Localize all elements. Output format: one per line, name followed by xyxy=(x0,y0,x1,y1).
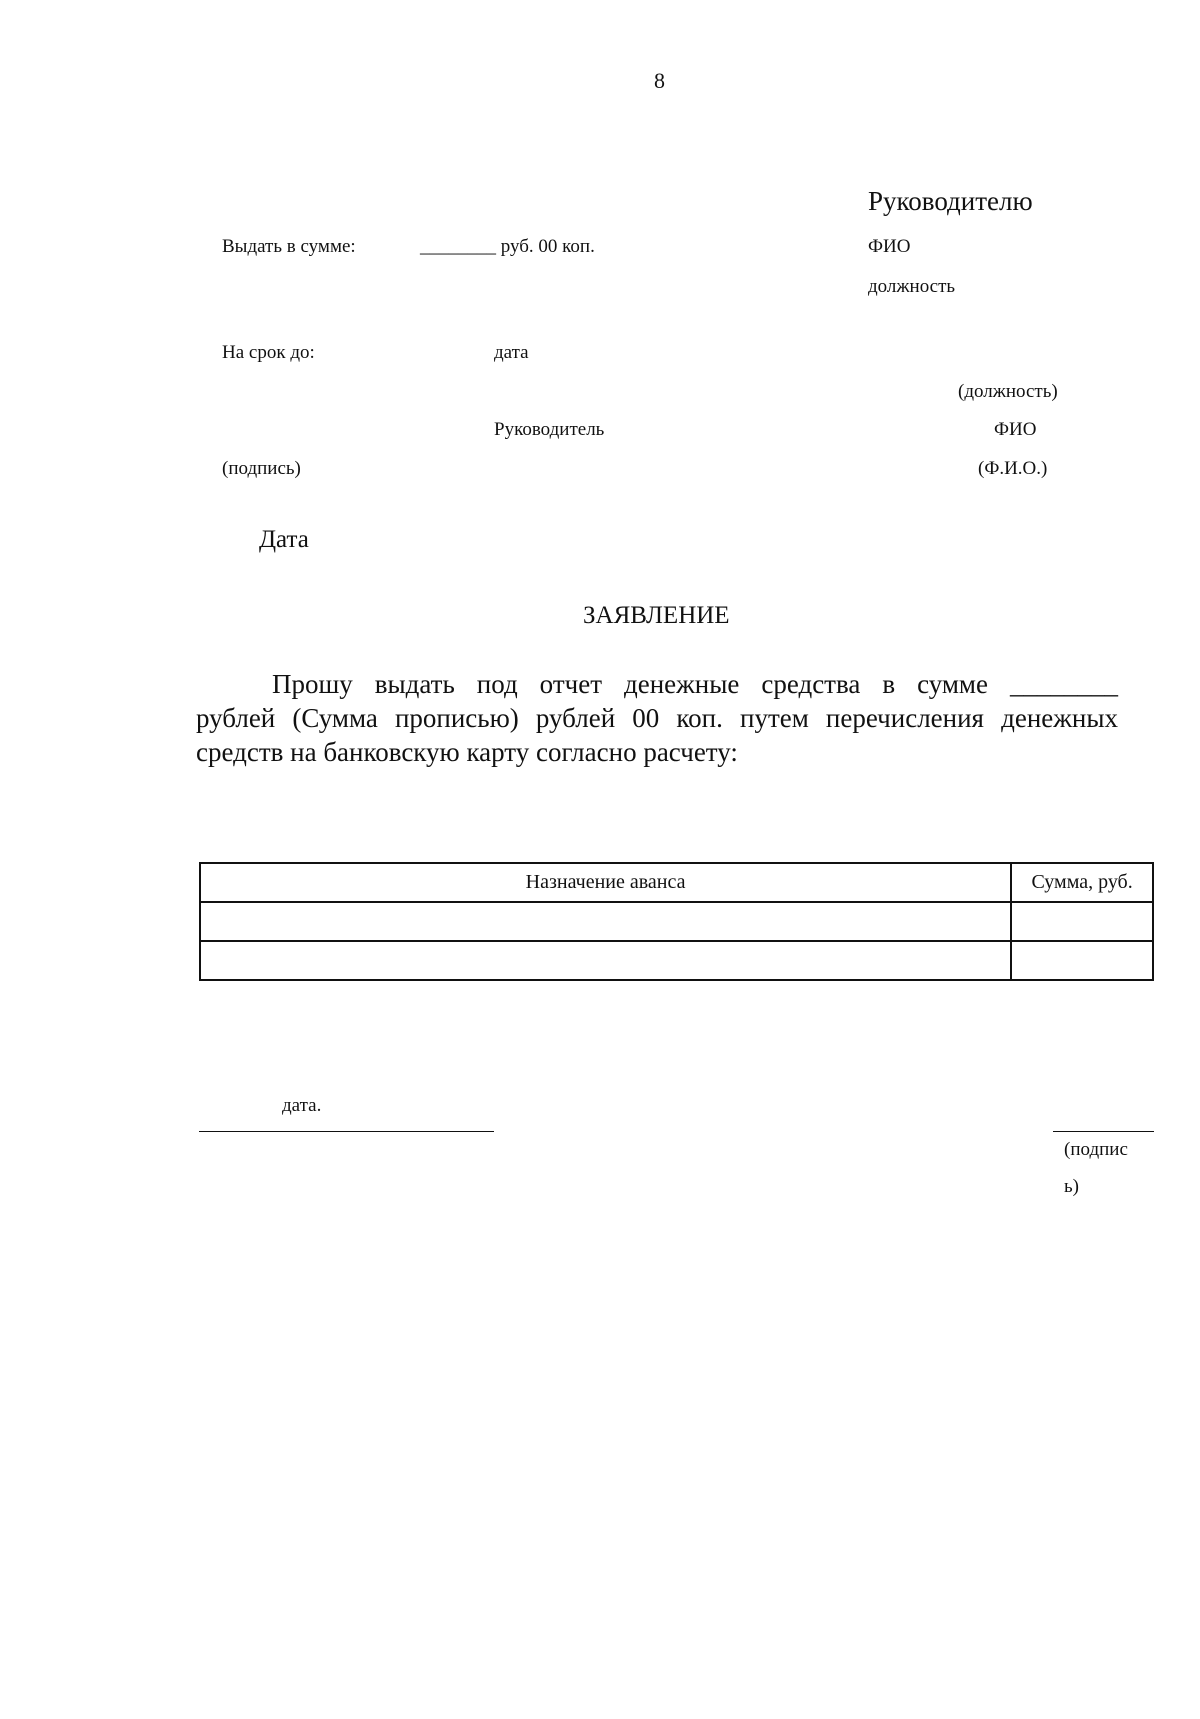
purpose-cell[interactable] xyxy=(200,902,1011,941)
footer-date-line xyxy=(199,1131,494,1132)
issue-amount xyxy=(420,236,595,258)
table-row xyxy=(200,941,1153,980)
issue-amount-suffix: руб. 00 коп. xyxy=(500,236,595,257)
advance-table xyxy=(199,862,1154,981)
amount-cell[interactable] xyxy=(1011,941,1153,980)
purpose-cell[interactable] xyxy=(200,941,1011,980)
header-amount: Сумма, руб. xyxy=(1011,863,1153,902)
statement-line-3: средств на банковскую карту согласно расчету: xyxy=(196,737,738,767)
statement-line-1: Прошу выдать под отчет денежные средства в сумме ________ xyxy=(272,669,1118,699)
approver-fio-caption: (Ф.И.О.) xyxy=(978,458,1048,479)
statement-line-2: рублей (Сумма прописью) рублей 00 коп. путем перечисления денежных xyxy=(196,703,1118,733)
statement-heading: ЗАЯВЛЕНИЕ xyxy=(583,602,730,629)
approver-signature-caption: (подпись) xyxy=(222,458,301,479)
statement-body xyxy=(196,667,1118,769)
footer-signature-caption-2: ь) xyxy=(1064,1176,1079,1197)
addressee-position: должность xyxy=(868,276,956,297)
advance-table-header xyxy=(200,863,1153,902)
footer-signature-line xyxy=(1053,1131,1154,1132)
table-row xyxy=(200,902,1153,941)
approver-role: Руководитель xyxy=(494,419,605,440)
page-number: 8 xyxy=(654,68,665,93)
issue-label: Выдать в сумме: xyxy=(222,236,356,257)
amount-cell[interactable] xyxy=(1011,902,1153,941)
approval-date-label: Дата xyxy=(259,526,309,553)
term-label: На срок до: xyxy=(222,342,315,363)
approver-position-caption: (должность) xyxy=(958,381,1058,402)
footer-signature-caption-1: (подпис xyxy=(1064,1139,1128,1160)
approver-fio: ФИО xyxy=(994,419,1037,440)
addressee-title: Руководителю xyxy=(868,186,1033,216)
term-value: дата xyxy=(494,342,529,363)
issue-amount-blank: ________ xyxy=(420,236,496,257)
header-purpose: Назначение аванса xyxy=(200,863,1011,902)
addressee-fio: ФИО xyxy=(868,236,911,257)
footer-date-label: дата. xyxy=(282,1095,322,1116)
